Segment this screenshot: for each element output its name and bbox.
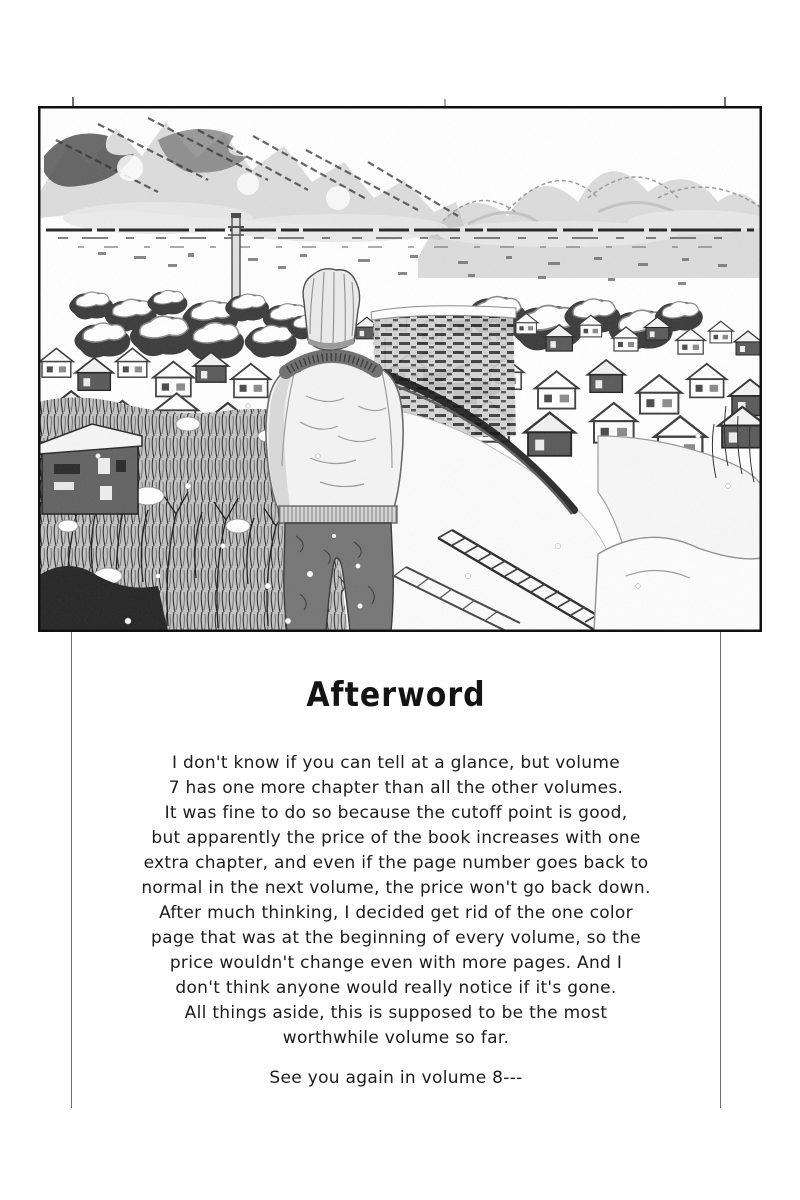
afterword-line: normal in the next volume, the price won't go back down. bbox=[141, 878, 651, 898]
snow-town-illustration bbox=[38, 106, 762, 632]
page-frame-right bbox=[720, 632, 721, 1108]
halftone-grain bbox=[38, 106, 762, 632]
afterword-body bbox=[72, 751, 720, 1051]
afterword-line: I don't know if you can tell at a glance, but volume bbox=[172, 753, 620, 773]
afterword-title: Afterword bbox=[306, 676, 486, 716]
afterword-closing: See you again in volume 8--- bbox=[269, 1068, 523, 1088]
afterword-line: price wouldn't change even with more pages. And I bbox=[169, 953, 623, 973]
afterword-line: 7 has one more chapter than all the other volumes. bbox=[168, 778, 624, 798]
afterword-line: don't think anyone would really notice if it's gone. bbox=[175, 978, 617, 998]
afterword-section bbox=[72, 632, 720, 1088]
afterword-line: extra chapter, and even if the page number goes back to bbox=[143, 853, 649, 873]
illustration-panel bbox=[38, 106, 762, 632]
afterword-line: All things aside, this is supposed to be the most bbox=[184, 1003, 608, 1023]
afterword-line: worthwhile volume so far. bbox=[282, 1028, 510, 1048]
afterword-line: but apparently the price of the book increases with one bbox=[151, 828, 641, 848]
afterword-line: It was fine to do so because the cutoff point is good, bbox=[164, 803, 628, 823]
afterword-line: After much thinking, I decided get rid of the one color bbox=[159, 903, 633, 923]
afterword-line: page that was at the beginning of every volume, so the bbox=[151, 928, 641, 948]
